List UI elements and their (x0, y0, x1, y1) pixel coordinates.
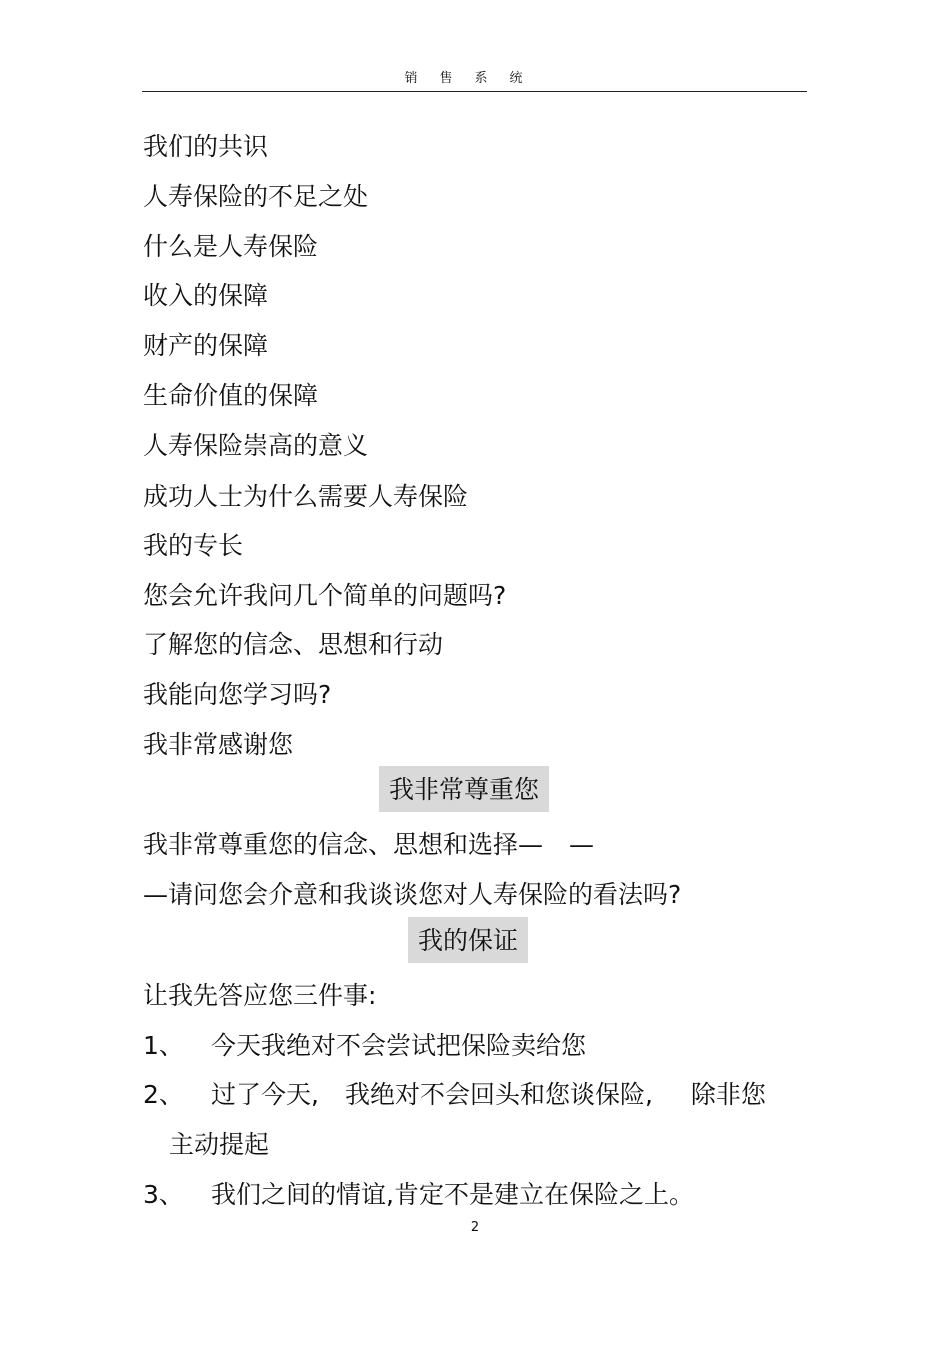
list-item-text: 除非您 (690, 1080, 766, 1109)
toc-line: 我能向您学习吗? (143, 680, 332, 709)
toc-line: 什么是人寿保险 (143, 232, 319, 261)
toc-line: 我们的共识 (143, 132, 269, 161)
toc-line: 了解您的信念、思想和行动 (143, 630, 444, 659)
list-item-continuation: 主动提起 (169, 1130, 270, 1159)
toc-line: 财产的保障 (143, 331, 269, 360)
body-line-text: 我非常尊重您的信念、思想和选择— (143, 830, 544, 859)
toc-line: 收入的保障 (143, 281, 269, 310)
toc-line: 人寿保险的不足之处 (143, 182, 369, 211)
list-item (143, 1030, 586, 1062)
list-item-number: 3、 (143, 1180, 184, 1209)
list-item (143, 1079, 766, 1111)
list-item-text: 我绝对不会回头和您谈保险, (344, 1080, 653, 1109)
list-item-text: 我们之间的情谊,肯定不是建立在保险之上。 (211, 1180, 694, 1209)
list-item-number: 2、 (143, 1080, 184, 1109)
toc-line: 人寿保险崇高的意义 (143, 431, 369, 460)
section-heading-guarantee: 我的保证 (408, 917, 528, 963)
list-item (143, 1179, 694, 1211)
list-item-text: 今天我绝对不会尝试把保险卖给您 (211, 1031, 587, 1060)
body-line (143, 829, 594, 861)
toc-line: 成功人士为什么需要人寿保险 (143, 482, 469, 511)
toc-line: 生命价值的保障 (143, 381, 319, 410)
list-item-number: 1、 (143, 1031, 184, 1060)
header-rule (142, 91, 807, 92)
body-line-dash: — (569, 830, 595, 859)
toc-line: 您会允许我问几个简单的问题吗? (143, 581, 507, 610)
section-heading-respect: 我非常尊重您 (379, 766, 549, 812)
page-number: 2 (470, 1220, 480, 1235)
page-header: 销售系统 (404, 71, 545, 86)
toc-line: 我非常感谢您 (143, 730, 294, 759)
body-line: —请问您会介意和我谈谈您对人寿保险的看法吗? (143, 880, 682, 909)
toc-line: 我的专长 (143, 531, 244, 560)
list-item-text: 过了今天, (211, 1080, 319, 1109)
intro-line: 让我先答应您三件事: (143, 981, 377, 1010)
